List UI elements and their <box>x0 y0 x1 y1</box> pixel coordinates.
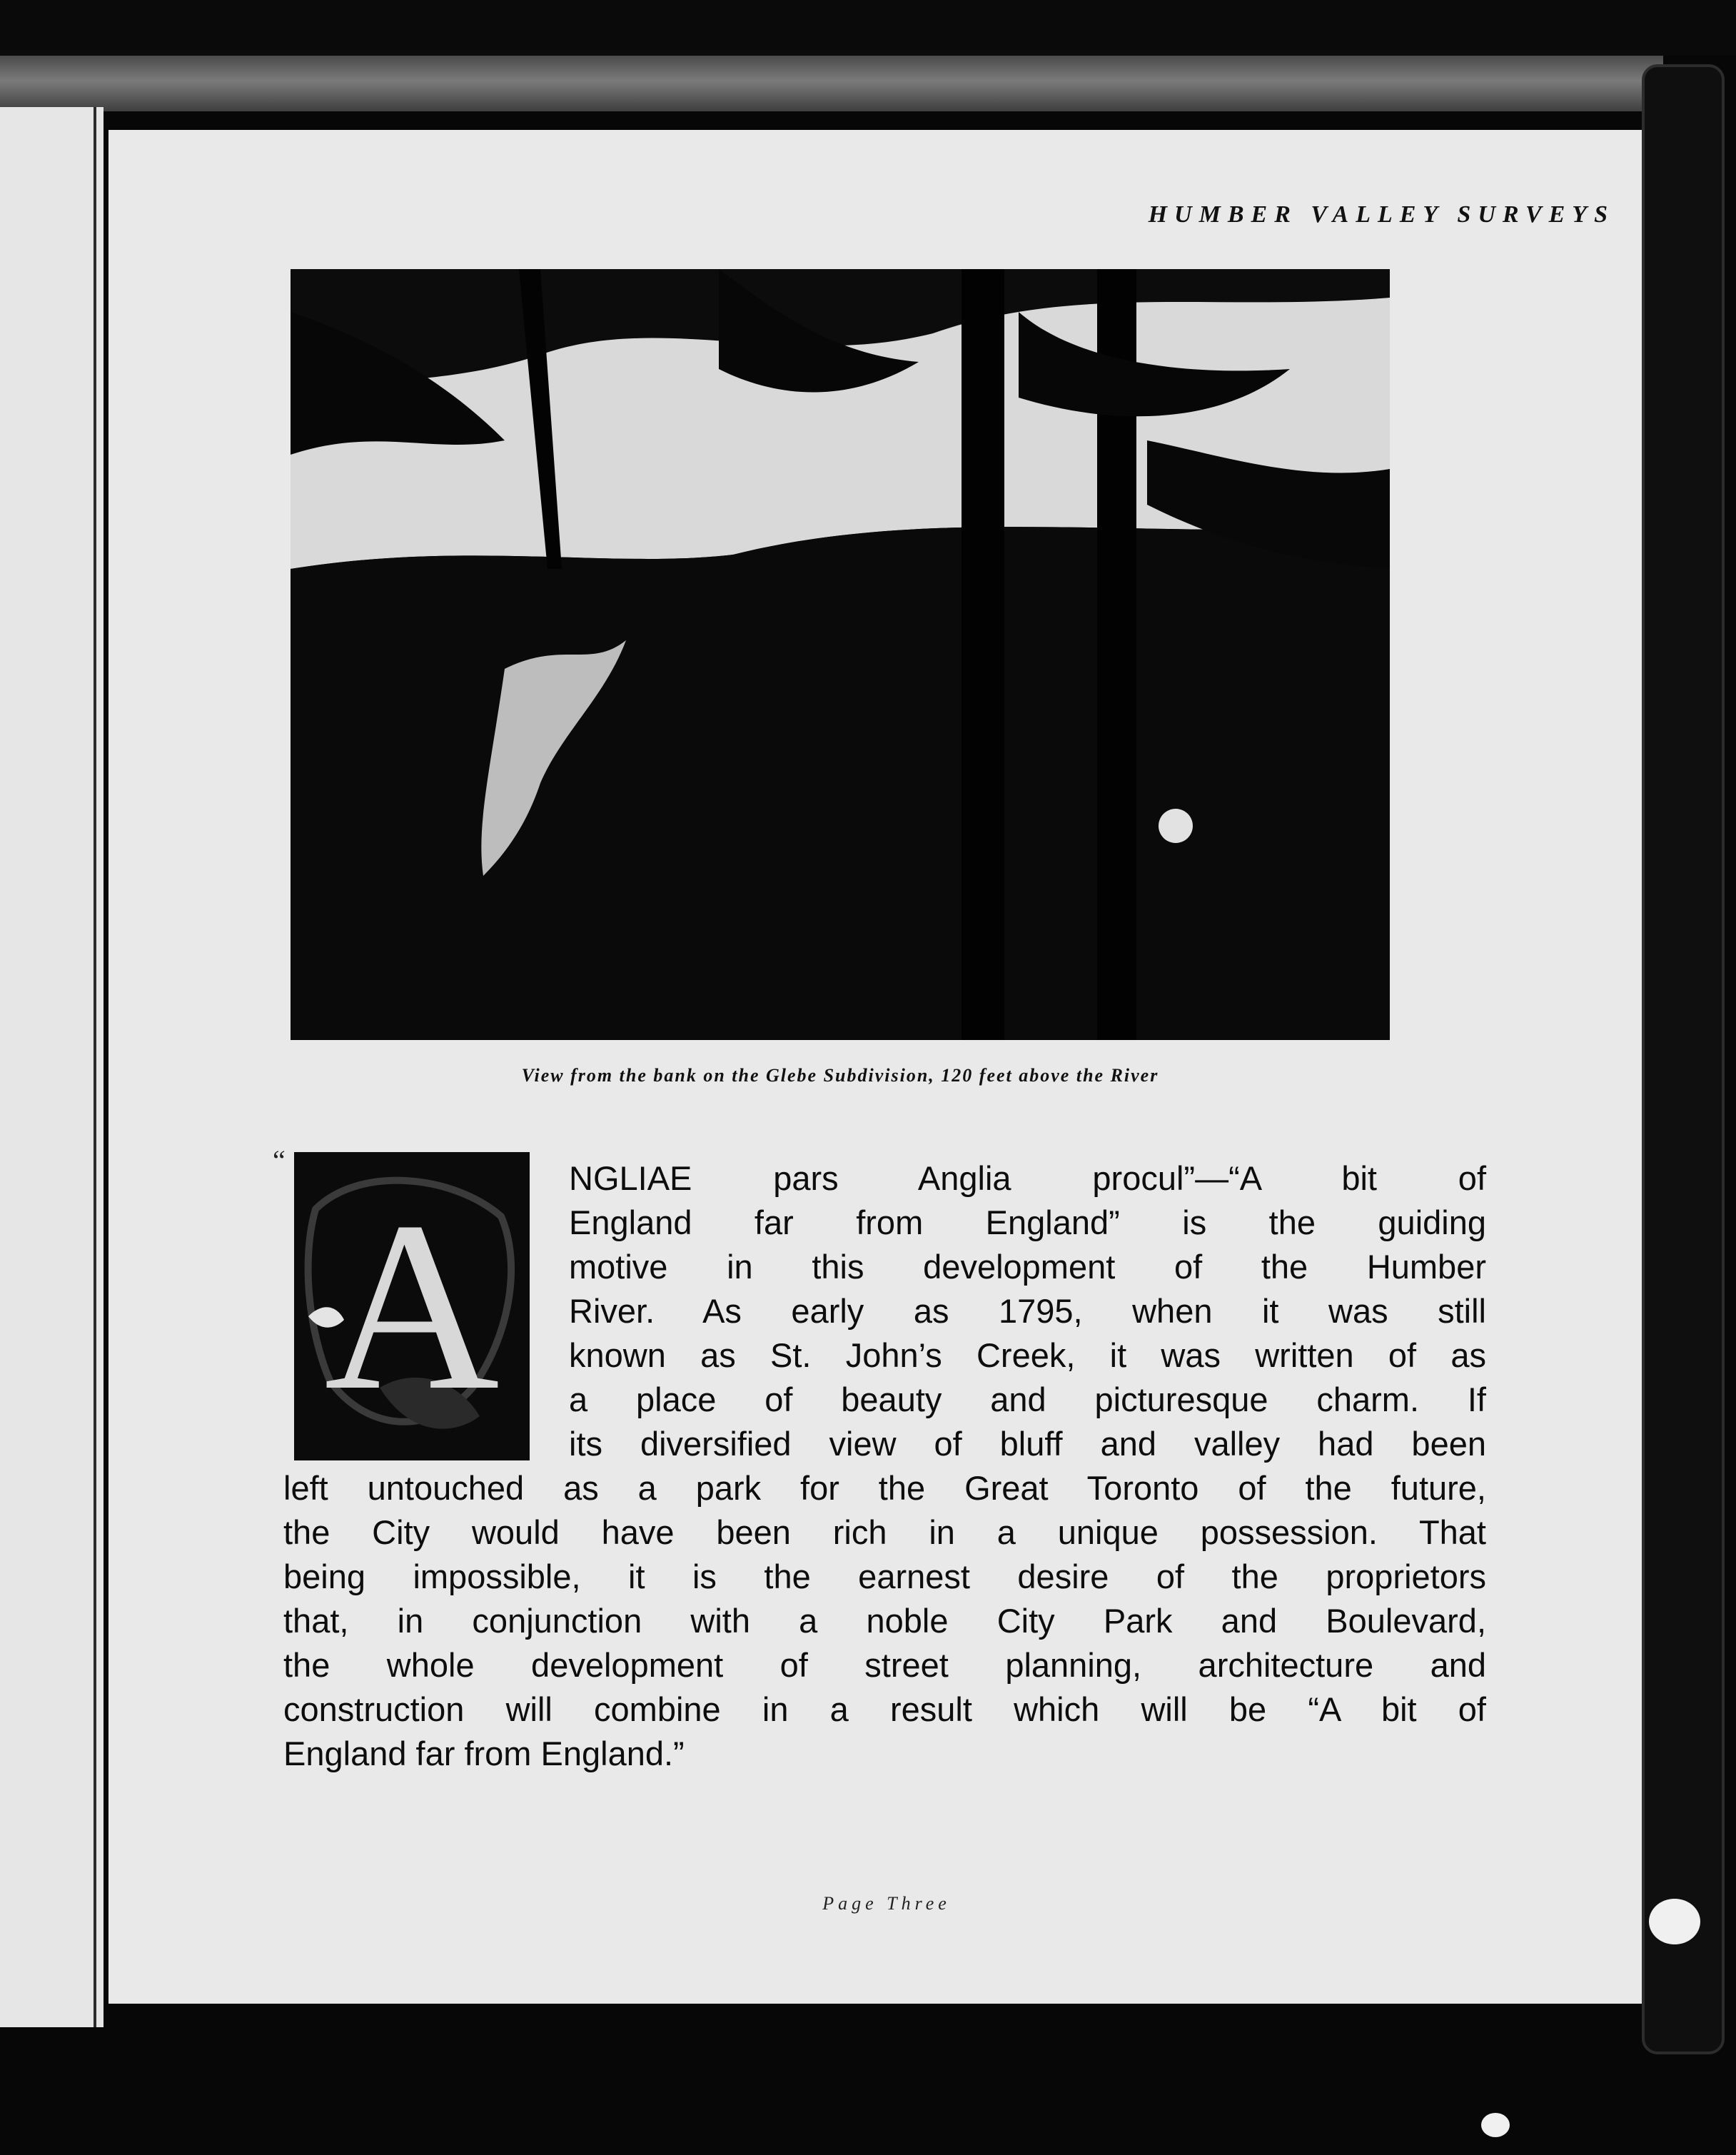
text-line: its diversified view of bluff and valley had been <box>569 1425 1486 1463</box>
book-page <box>108 130 1642 2004</box>
gutter-line <box>94 107 96 2027</box>
page-number: Page Three <box>822 1893 951 1914</box>
text-line: NGLIAE pars Anglia procul”—“A bit of <box>569 1159 1486 1197</box>
text-line: England far from England” is the guiding <box>569 1203 1486 1241</box>
text-line: a place of beauty and picturesque charm. If <box>569 1381 1486 1418</box>
scan-speck <box>1649 1899 1700 1944</box>
scan-speck <box>1481 2113 1510 2137</box>
running-head: HUMBER VALLEY SURVEYS <box>1148 201 1615 228</box>
text-line: that, in conjunction with a noble City Park and Boulevard, <box>283 1602 1486 1640</box>
opening-quote-mark: “ <box>273 1144 286 1176</box>
text-line: left untouched as a park for the Great Toronto of the future, <box>283 1469 1486 1507</box>
book-cover-board <box>1642 64 1725 2054</box>
scan-top-band <box>0 0 1736 56</box>
book-binding-strip <box>0 56 1663 111</box>
river-valley-photo-image <box>291 269 1390 1040</box>
text-line: construction will combine in a result which will be “A bit of <box>283 1690 1486 1728</box>
body-paragraph <box>283 1156 1486 1776</box>
text-line: being impossible, it is the earnest desire of the proprietors <box>283 1558 1486 1595</box>
text-line: River. As early as 1795, when it was still <box>569 1292 1486 1330</box>
text-line: the whole development of street planning, architecture and <box>283 1646 1486 1684</box>
text-line: motive in this development of the Humber <box>569 1248 1486 1286</box>
facing-page-edge <box>0 107 104 2027</box>
landscape-photo <box>291 269 1390 1040</box>
photo-caption: View from the bank on the Glebe Subdivision, 120 feet above the River <box>521 1065 1159 1086</box>
drop-cap-letter: A <box>324 1171 500 1440</box>
text-line: known as St. John’s Creek, it was written of as <box>569 1336 1486 1374</box>
text-line: England far from England.” <box>283 1735 685 1772</box>
text-line: the City would have been rich in a unique possession. That <box>283 1513 1486 1551</box>
